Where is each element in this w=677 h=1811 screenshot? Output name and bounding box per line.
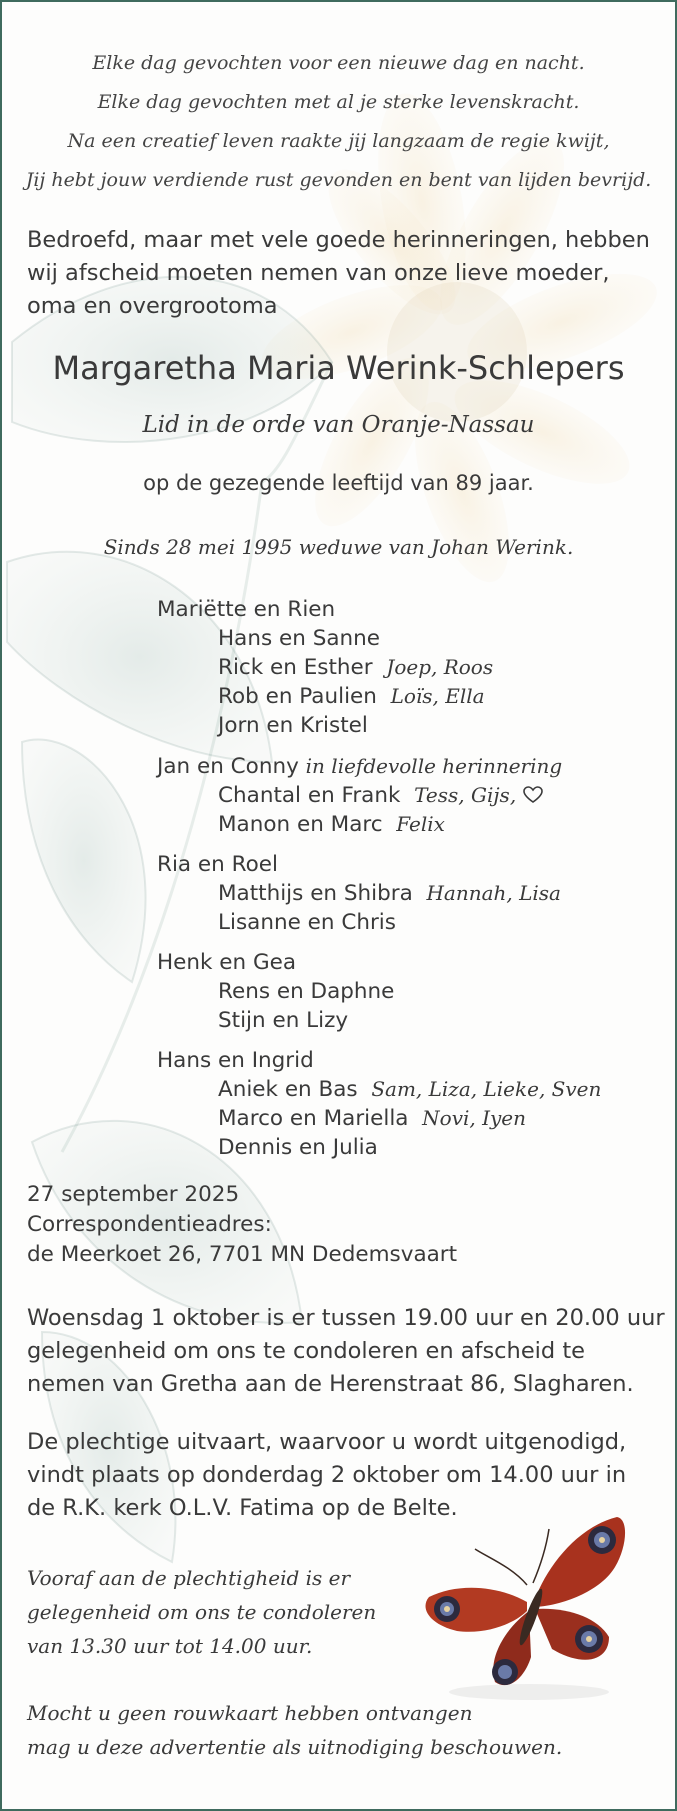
prior-line: gelegenheid om ons te condoleren	[27, 1600, 377, 1624]
condolence-line: nemen van Gretha aan de Herenstraat 86, Slagharen.	[27, 1371, 634, 1397]
closing-line: Mocht u geen rouwkaart hebben ontvangen	[27, 1701, 473, 1725]
family-parents: Mariëtte en Rien	[157, 597, 336, 622]
family-child: Marco en Mariella Novi, Iyen	[218, 1106, 527, 1131]
widow-line: Sinds 28 mei 1995 weduwe van Johan Werink.	[103, 535, 574, 559]
family-child: Dennis en Julia	[218, 1135, 378, 1160]
family-child: Stijn en Lizy	[218, 1008, 349, 1033]
funeral-line: vindt plaats op donderdag 2 oktober om 14.00 uur in	[27, 1462, 627, 1488]
peacock-butterfly-icon	[417, 1507, 642, 1707]
funeral-line: De plechtige uitvaart, waarvoor u wordt uitgenodigd,	[27, 1429, 627, 1455]
funeral-line: de R.K. kerk O.L.V. Fatima op de Belte.	[27, 1495, 458, 1521]
family-child: Lisanne en Chris	[218, 910, 396, 935]
family-child: Chantal en Frank Tess, Gijs,	[218, 783, 543, 808]
deceased-name: Margaretha Maria Werink-Schlepers	[52, 349, 625, 387]
intro-line: Bedroefd, maar met vele goede herinneringen, hebben	[27, 227, 650, 253]
family-child: Hans en Sanne	[218, 626, 380, 651]
family-parents: Jan en Conny in liefdevolle herinnering	[157, 754, 563, 779]
poem-line: Elke dag gevochten voor een nieuwe dag en nacht.	[92, 52, 585, 74]
date-line: 27 september 2025	[27, 1182, 240, 1207]
closing-line: mag u deze advertentie als uitnodiging beschouwen.	[27, 1735, 563, 1759]
poem-line: Na een creatief leven raakte jij langzaam de regie kwijt,	[67, 130, 610, 152]
family-child: Rick en Esther Joep, Roos	[218, 655, 494, 680]
address-label: Correspondentieadres:	[27, 1212, 272, 1237]
family-child: Aniek en Bas Sam, Liza, Lieke, Sven	[218, 1077, 602, 1102]
family-child: Rens en Daphne	[218, 979, 395, 1004]
condolence-line: Woensdag 1 oktober is er tussen 19.00 uur en 20.00 uur	[27, 1305, 665, 1331]
intro-line: oma en overgrootoma	[27, 293, 278, 319]
heart-outline-icon	[523, 786, 543, 804]
family-child: Jorn en Kristel	[218, 713, 368, 738]
condolence-line: gelegenheid om ons te condoleren en afscheid te	[27, 1338, 586, 1364]
address-line: de Meerkoet 26, 7701 MN Dedemsvaart	[27, 1242, 458, 1267]
family-child: Matthijs en Shibra Hannah, Lisa	[218, 881, 561, 906]
prior-line: van 13.30 uur tot 14.00 uur.	[27, 1634, 313, 1658]
family-parents: Henk en Gea	[157, 950, 297, 975]
honor-line: Lid in de orde van Oranje-Nassau	[142, 412, 535, 438]
family-parents: Hans en Ingrid	[157, 1048, 314, 1073]
intro-line: wij afscheid moeten nemen van onze lieve moeder,	[27, 260, 610, 286]
family-child: Manon en Marc Felix	[218, 812, 445, 837]
prior-line: Vooraf aan de plechtigheid is er	[27, 1566, 351, 1590]
poem-line: Elke dag gevochten met al je sterke levenskracht.	[97, 91, 580, 113]
family-parents: Ria en Roel	[157, 852, 278, 877]
age-line: op de gezegende leeftijd van 89 jaar.	[143, 471, 534, 495]
poem-line: Jij hebt jouw verdiende rust gevonden en bent van lijden bevrijd.	[25, 169, 652, 191]
family-child: Rob en Paulien Loïs, Ella	[218, 684, 485, 709]
